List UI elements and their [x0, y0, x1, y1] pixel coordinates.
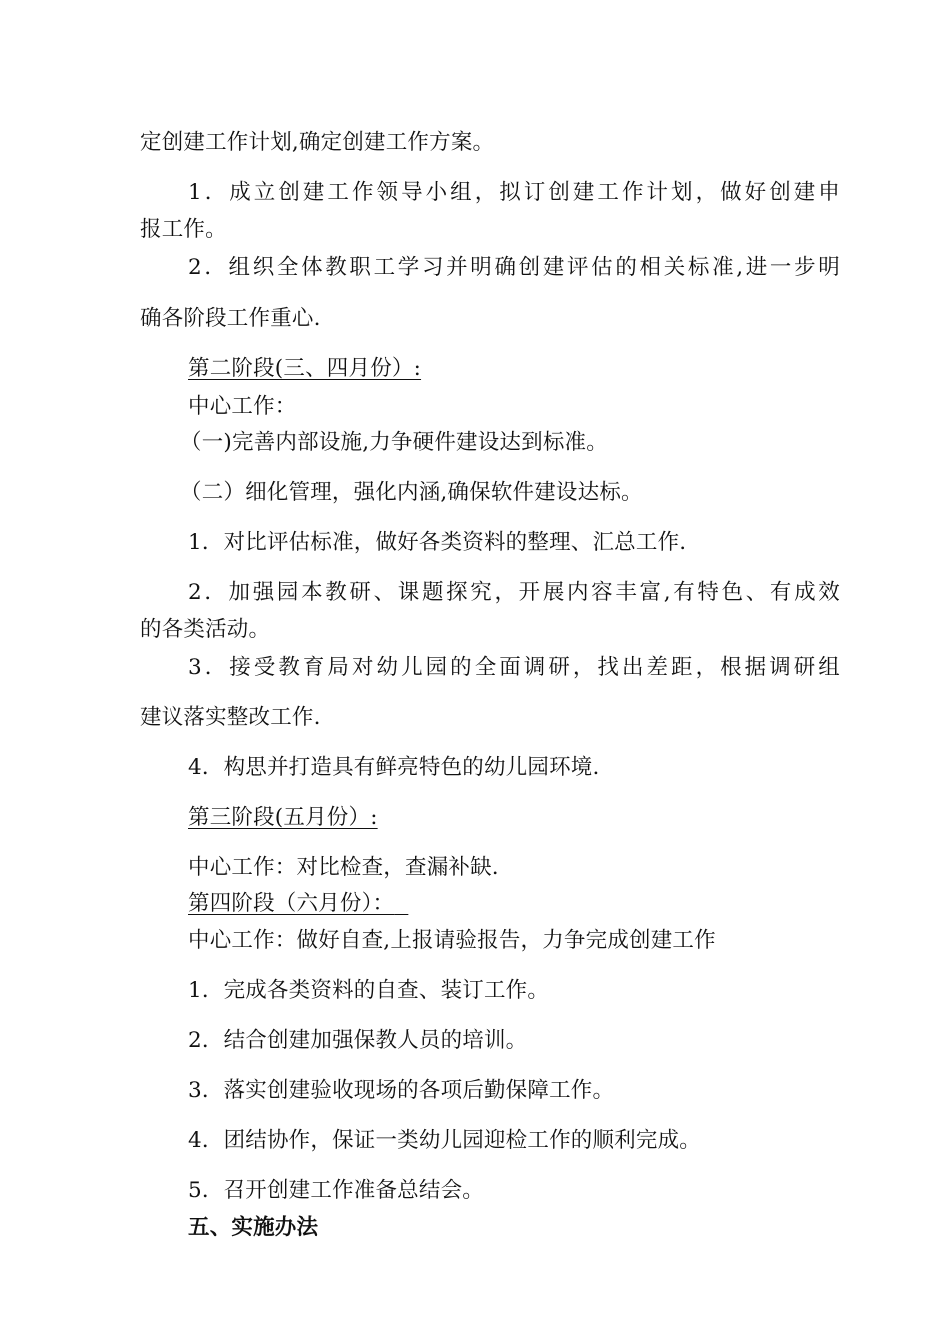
stage-four-item-5: 5．召开创建工作准备总结会。	[188, 1178, 484, 1203]
stage-two-item-2: （二）细化管理，强化内涵,确保软件建设达标。	[180, 480, 643, 505]
stage-two-subitem-2-line-1: 2．加强园本教研、课题探究，开展内容丰富,有特色、有成效	[188, 580, 840, 605]
list-item-1-line-2: 报工作。	[140, 217, 227, 242]
stage-two-subitem-3-line-2: 建议落实整改工作.	[140, 705, 321, 730]
stage-four-heading: 第四阶段（六月份）：	[188, 891, 395, 916]
stage-two-subitem-1: 1．对比评估标准，做好各类资料的整理、汇总工作.	[188, 530, 687, 555]
list-item-2-line-1: 2．组织全体教职工学习并明确创建评估的相关标准,进一步明	[188, 255, 840, 280]
stage-two-subitem-3-line-1: 3．接受教育局对幼儿园的全面调研，找出差距，根据调研组	[188, 655, 840, 680]
stage-four-item-3: 3．落实创建验收现场的各项后勤保障工作。	[188, 1078, 615, 1103]
list-item-1-line-1: 1．成立创建工作领导小组，拟订创建工作计划，做好创建申	[188, 180, 840, 205]
stage-two-subitem-4: 4．构思并打造具有鲜亮特色的幼儿园环境.	[188, 755, 600, 780]
stage-two-focus-label: 中心工作：	[188, 394, 297, 419]
stage-three-heading: 第三阶段(五月份）:	[188, 805, 378, 830]
stage-three-focus: 中心工作：对比检查，查漏补缺.	[188, 855, 499, 880]
stage-two-heading: 第二阶段(三、四月份）:	[188, 356, 422, 381]
section-five-heading: 五、实施办法	[188, 1215, 319, 1240]
stage-four-item-4: 4．团结协作，保证一类幼儿园迎检工作的顺利完成。	[188, 1128, 701, 1153]
stage-two-item-1: （一)完善内部设施,力争硬件建设达到标准。	[180, 430, 608, 455]
list-item-2-line-2: 确各阶段工作重心.	[140, 306, 321, 331]
stage-four-item-2: 2．结合创建加强保教人员的培训。	[188, 1028, 528, 1053]
stage-four-item-1: 1．完成各类资料的自查、装订工作。	[188, 978, 550, 1003]
paragraph-continuation: 定创建工作计划,确定创建工作方案。	[140, 130, 495, 155]
stage-two-subitem-2-line-2: 的各类活动。	[140, 617, 271, 642]
stage-four-focus: 中心工作：做好自查,上报请验报告，力争完成创建工作	[188, 928, 716, 953]
